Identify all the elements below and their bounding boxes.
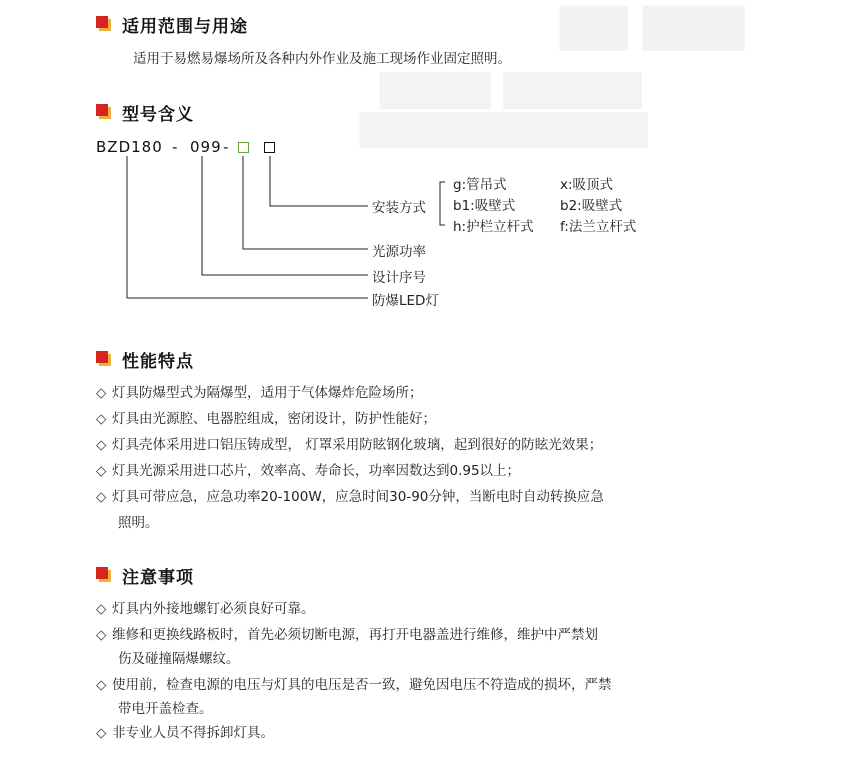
install-option: x:吸顶式	[560, 177, 614, 193]
section-features-header	[96, 347, 194, 371]
note-item: ◇ 非专业人员不得拆卸灯具。	[96, 725, 274, 741]
model-placeholder-box-power	[238, 142, 249, 153]
feature-item: ◇ 灯具壳体采用进口铝压铸成型， 灯罩采用防眩钢化玻璃，起到很好的防眩光效果；	[96, 437, 603, 453]
section-title: 性能特点	[122, 351, 194, 372]
section-marker-icon	[96, 104, 112, 120]
scope-text: 适用于易燃易爆场所及各种内外作业及施工现场作业固定照明。	[133, 51, 511, 67]
note-item-continuation: 伤及碰撞隔爆螺纹。	[118, 651, 240, 667]
section-title: 注意事项	[122, 567, 194, 588]
power-label: 光源功率	[372, 244, 426, 260]
feature-item: ◇ 灯具由光源腔、电器腔组成，密闭设计，防护性能好；	[96, 411, 436, 427]
section-scope-header	[96, 12, 248, 36]
diamond-bullet-icon: ◇	[96, 437, 107, 453]
reverse-side-watermark: ▇▇▇▇▇▇▇▇▇▇▇	[360, 108, 648, 148]
section-title: 适用范围与用途	[122, 16, 248, 37]
install-option: h:护栏立杆式	[453, 219, 534, 235]
section-model-header	[96, 100, 194, 124]
install-option: b1:吸壁式	[453, 198, 516, 214]
model-code-mid: 099	[190, 138, 222, 156]
feature-item: ◇ 灯具可带应急，应急功率20-100W，应急时间30-90分钟，当断电时自动转换应急	[96, 489, 604, 505]
note-item: ◇ 灯具内外接地螺钉必须良好可靠。	[96, 601, 315, 617]
diamond-bullet-icon: ◇	[96, 725, 107, 741]
model-placeholder-box-install	[264, 142, 275, 153]
diamond-bullet-icon: ◇	[96, 463, 107, 479]
install-method-label: 安装方式	[372, 200, 426, 216]
diamond-bullet-icon: ◇	[96, 411, 107, 427]
diamond-bullet-icon: ◇	[96, 627, 107, 643]
note-item: ◇ 维修和更换线路板时，首先必须切断电源，再打开电器盖进行维修，维护中严禁划	[96, 627, 598, 643]
note-item: ◇ 使用前，检查电源的电压与灯具的电压是否一致，避免因电压不符造成的损坏，严禁	[96, 677, 612, 693]
feature-item: ◇ 灯具光源采用进口芯片，效率高、寿命长，功率因数达到0.95以上；	[96, 463, 521, 479]
section-marker-icon	[96, 351, 112, 367]
note-item-continuation: 带电开盖检查。	[118, 701, 213, 717]
reverse-side-watermark: ▇▇▇ ▇▇	[560, 0, 745, 51]
install-option: b2:吸壁式	[560, 198, 623, 214]
model-code-dash: -	[223, 138, 230, 156]
diamond-bullet-icon: ◇	[96, 385, 107, 401]
product-label: 防爆LED灯	[372, 293, 439, 309]
section-title: 型号含义	[122, 104, 194, 125]
install-option: f:法兰立杆式	[560, 219, 637, 235]
section-notes-header	[96, 563, 194, 587]
feature-item-continuation: 照明。	[118, 515, 159, 531]
section-marker-icon	[96, 567, 112, 583]
model-code-dash: -	[172, 138, 179, 156]
diamond-bullet-icon: ◇	[96, 677, 107, 693]
feature-item: ◇ 灯具防爆型式为隔爆型，适用于气体爆炸危险场所；	[96, 385, 423, 401]
serial-label: 设计序号	[372, 270, 426, 286]
diamond-bullet-icon: ◇	[96, 489, 107, 505]
install-option: g:管吊式	[453, 177, 507, 193]
section-marker-icon	[96, 16, 112, 32]
model-code-prefix: BZD180	[96, 138, 163, 156]
reverse-side-watermark: ▇▇▇▇▇ ▇▇▇▇	[380, 68, 642, 109]
diamond-bullet-icon: ◇	[96, 601, 107, 617]
